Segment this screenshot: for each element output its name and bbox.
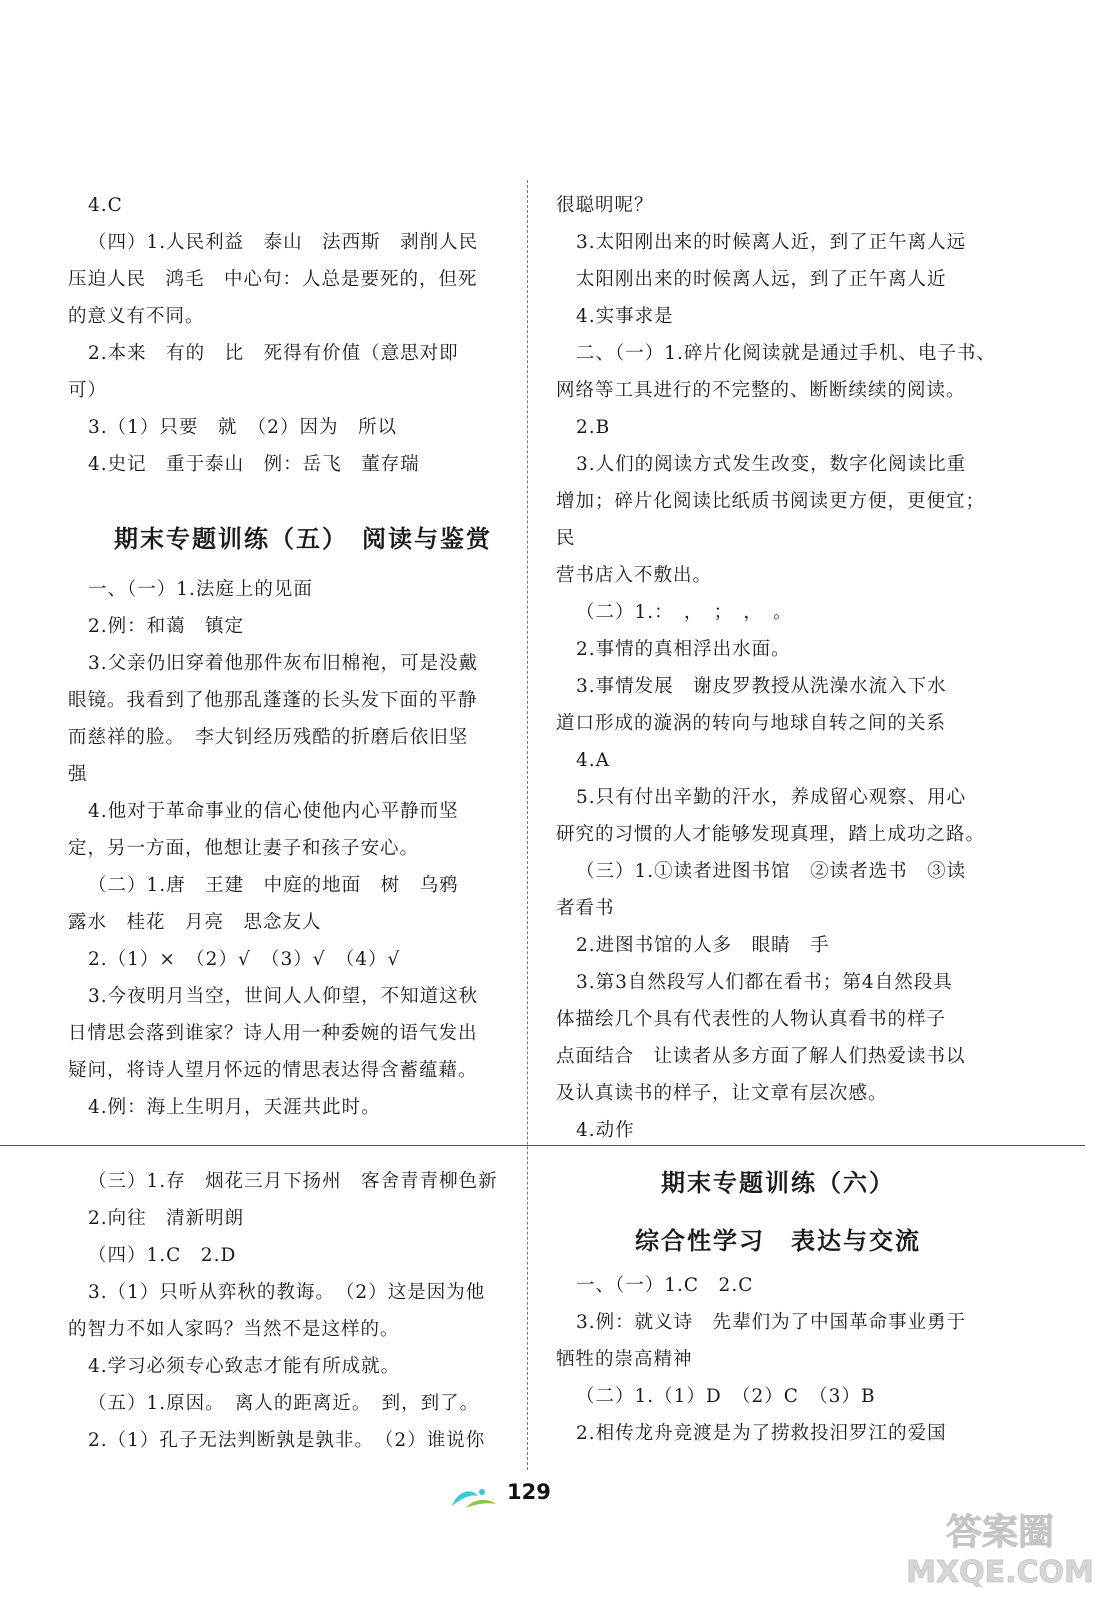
left-mid-answer-line: 露水 桂花 月亮 思念友人 (68, 912, 322, 933)
left-mid-answers (68, 571, 508, 1126)
right-top-answer-line: 2.B (576, 417, 611, 438)
left-top-answer-line: 可） (68, 380, 108, 401)
right-top-answer-line: 4.动作 (576, 1120, 635, 1141)
left-bottom-answer-line: 2.（1）孔子无法判断孰是孰非。 （2）谁说你 (88, 1430, 486, 1451)
left-top-answer-line: 压迫人民 鸿毛 中心句：人总是要死的，但死 (68, 269, 478, 290)
left-mid-answer-line: 定，另一方面，他想让妻子和孩子安心。 (68, 838, 420, 859)
right-top-answer-line: 营书店入不敷出。 (556, 565, 713, 586)
left-mid-answer-line: 2.（1）× （2）√ （3）√ （4）√ (88, 949, 401, 970)
right-top-answer-line: 2.进图书馆的人多 眼睛 手 (576, 935, 830, 956)
section-heading-6-title: 期末专题训练（六） (661, 1168, 895, 1197)
left-bottom-answer-line: （四）1.C 2.D (88, 1245, 237, 1266)
left-mid-answer-line: 一、（一）1.法庭上的见面 (88, 579, 313, 600)
left-column-top (68, 187, 508, 1126)
leaf-decoration-icon (448, 1486, 500, 1512)
svg-text:答案圈: 答案圈 (945, 1512, 1055, 1553)
right-top-answer-line: 增加；碎片化阅读比纸质书阅读更方便，更便宜；民 (556, 491, 986, 549)
right-top-answer-line: 2.事情的真相浮出水面。 (576, 639, 791, 660)
left-top-answer-line: 的意义有不同。 (68, 306, 205, 327)
right-top-answer-line: 很聪明呢？ (556, 195, 654, 216)
right-top-answer-line: 及认真读书的样子，让文章有层次感。 (556, 1083, 888, 1104)
left-mid-answer-line: 3.父亲仍旧穿着他那件灰布旧棉袍，可是没戴 (88, 653, 479, 674)
right-bottom-answer-line: 一、（一）1.C 2.C (576, 1275, 754, 1296)
left-column-bottom (68, 1163, 508, 1459)
column-divider (527, 180, 528, 1470)
right-top-answer-line: 3.第3自然段写人们都在看书；第4自然段具 (576, 972, 953, 993)
left-mid-answer-line: （二）1.唐 王建 中庭的地面 树 乌鸦 (88, 875, 459, 896)
left-top-answer-line: （四）1.人民利益 泰山 法西斯 剥削人民 (88, 232, 479, 253)
left-bottom-answer-line: （五）1.原因。 离人的距离近。 到，到了。 (88, 1393, 480, 1414)
right-top-answer-line: 网络等工具进行的不完整的、断断续续的阅读。 (556, 380, 966, 401)
right-column-top (556, 187, 1000, 1149)
right-bottom-answer-line: 2.相传龙舟竞渡是为了捞救投汨罗江的爱国 (576, 1423, 947, 1444)
right-top-answer-line: 3.太阳刚出来的时候离人近，到了正午离人远 (576, 232, 967, 253)
right-top-answer-line: 4.实事求是 (576, 306, 674, 327)
right-bottom-answer-line: 牺牲的崇高精神 (556, 1349, 693, 1370)
left-mid-answer-line: 日情思会落到谁家？诗人用一种委婉的语气发出 (68, 1023, 478, 1044)
left-top-answer-line: 2.本来 有的 比 死得有价值（意思对即 (88, 343, 459, 364)
right-bottom-answer-line: （二）1.（1）D （2）C （3）B (576, 1386, 876, 1407)
right-top-answer-line: 二、（一）1.碎片化阅读就是通过手机、电子书、 (576, 343, 996, 364)
right-top-answer-line: 太阳刚出来的时候离人远，到了正午离人近 (576, 269, 947, 290)
right-top-answer-line: 点面结合 让读者从多方面了解人们热爱读书以 (556, 1046, 966, 1067)
right-column-bottom (556, 1163, 1000, 1452)
left-mid-answer-line: 3.今夜明月当空，世间人人仰望，不知道这秋 (88, 986, 479, 1007)
left-bottom-answer-line: （三）1.存 烟花三月下扬州 客舍青青柳色新 (88, 1171, 498, 1192)
right-top-answer-line: （三）1.①读者进图书馆 ②读者选书 ③读 (576, 861, 967, 882)
right-top-answer-line: 道口形成的漩涡的转向与地球自转之间的关系 (556, 713, 947, 734)
section-heading-6-subtitle: 综合性学习 表达与交流 (635, 1226, 921, 1255)
svg-text:MXQE.COM: MXQE.COM (906, 1555, 1094, 1590)
left-bottom-answer-line: 3.（1）只听从弈秋的教诲。 （2）这是因为他 (88, 1282, 486, 1303)
left-bottom-answer-line: 的智力不如人家吗？当然不是这样的。 (68, 1319, 400, 1340)
section-heading-5: 期末专题训练（五） 阅读与鉴赏 (114, 524, 492, 553)
right-top-answer-line: 体描绘几个具有代表性的人物认真看书的样子 (556, 1009, 947, 1030)
left-mid-answer-line: 疑问，将诗人望月怀远的情思表达得含蓄蕴藉。 (68, 1060, 478, 1081)
right-top-answer-line: 3.事情发展 谢皮罗教授从洗澡水流入下水 (576, 676, 947, 697)
right-top-answer-line: 3.人们的阅读方式发生改变，数字化阅读比重 (576, 454, 967, 475)
left-top-answer-line: 3.（1）只要 就 （2）因为 所以 (88, 417, 397, 438)
left-mid-answer-line: 2.例：和蔼 镇定 (88, 616, 245, 637)
right-bottom-answer-line: 3.例：就义诗 先辈们为了中国革命事业勇于 (576, 1312, 967, 1333)
page-number: 129 (507, 1480, 551, 1504)
left-bottom-answer-line: 2.向往 清新明朗 (88, 1208, 245, 1229)
watermark-logo-icon (905, 1506, 1095, 1596)
right-top-answer-line: （二）1.： ， ； ， 。 (576, 602, 793, 623)
left-top-answer-line: 4.C (88, 195, 123, 216)
right-top-answer-line: 4.A (576, 750, 611, 771)
right-top-answer-line: 5.只有付出辛勤的汗水，养成留心观察、用心 (576, 787, 967, 808)
left-top-answer-line: 4.史记 重于泰山 例：岳飞 董存瑞 (88, 454, 420, 475)
right-top-answer-line: 研究的习惯的人才能够发现真理，踏上成功之路。 (556, 824, 986, 845)
left-mid-answer-line: 4.他对于革命事业的信心使他内心平静而坚 (88, 801, 459, 822)
left-mid-answer-line: 4.例：海上生明月，天涯共此时。 (88, 1097, 381, 1118)
right-top-answer-line: 者看书 (556, 898, 615, 919)
left-mid-answer-line: 眼镜。我看到了他那乱蓬蓬的长头发下面的平静 (68, 690, 478, 711)
left-mid-answer-line: 而慈祥的脸。 李大钊经历残酷的折磨后依旧坚 (68, 727, 469, 748)
left-bottom-answer-line: 4.学习必须专心致志才能有所成就。 (88, 1356, 401, 1377)
right-bottom-answers (556, 1267, 1000, 1452)
left-mid-answer-line: 强 (68, 764, 88, 785)
